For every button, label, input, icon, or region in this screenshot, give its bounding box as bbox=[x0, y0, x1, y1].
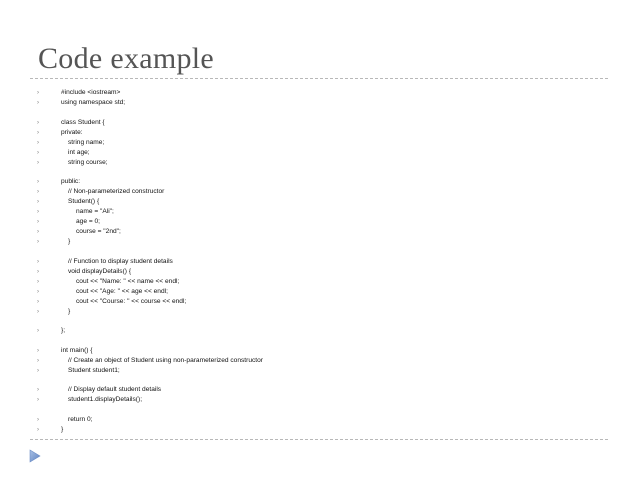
code-line-text: class Student { bbox=[61, 118, 105, 126]
code-line bbox=[0, 297, 600, 307]
code-line bbox=[0, 277, 600, 287]
bullet-icon: › bbox=[37, 239, 39, 245]
code-line bbox=[0, 395, 600, 405]
code-line-text: } bbox=[68, 238, 71, 245]
code-line-text: string course; bbox=[68, 158, 108, 166]
code-line bbox=[0, 307, 600, 317]
code-line bbox=[0, 425, 600, 435]
code-line-text: Student() { bbox=[68, 198, 100, 205]
bullet-icon: › bbox=[37, 149, 39, 156]
bullet-icon: › bbox=[37, 209, 39, 215]
bullet-icon: › bbox=[37, 219, 39, 225]
code-line-text: int age; bbox=[68, 148, 90, 156]
bullet-icon: › bbox=[37, 119, 39, 126]
code-line bbox=[0, 287, 600, 297]
code-line bbox=[0, 257, 600, 267]
code-line bbox=[0, 88, 600, 98]
bullet-icon: › bbox=[37, 426, 39, 433]
code-line bbox=[0, 326, 600, 336]
code-line bbox=[0, 217, 600, 227]
bullet-icon: › bbox=[37, 367, 39, 374]
code-line-text: return 0; bbox=[68, 415, 93, 423]
code-line-text: // Create an object of Student using non-parameterized constructor bbox=[68, 356, 263, 364]
bullet-icon: › bbox=[37, 199, 39, 205]
code-line bbox=[0, 118, 600, 128]
code-line bbox=[0, 237, 600, 247]
code-line-text: } bbox=[61, 425, 64, 433]
code-line bbox=[0, 148, 600, 158]
code-line-text: // Display default student details bbox=[68, 386, 162, 393]
bullet-icon: › bbox=[37, 347, 39, 354]
code-line bbox=[0, 415, 600, 425]
bullet-icon: › bbox=[37, 308, 39, 315]
bullet-icon: › bbox=[37, 328, 39, 334]
bullet-icon: › bbox=[37, 387, 39, 393]
code-line-text: }; bbox=[61, 327, 66, 334]
code-line-text: int main() { bbox=[61, 346, 93, 354]
code-line-text: student1.displayDetails(); bbox=[68, 396, 143, 403]
code-line bbox=[0, 197, 600, 207]
slide-title: Code example bbox=[38, 42, 215, 75]
bullet-icon: › bbox=[37, 258, 39, 265]
code-line bbox=[0, 158, 600, 168]
bullet-icon: › bbox=[37, 159, 39, 166]
code-line-text: name = "Ali"; bbox=[76, 208, 114, 215]
code-line bbox=[0, 346, 600, 356]
bullet-icon: › bbox=[37, 268, 39, 275]
code-line-text: #include <iostream> bbox=[61, 89, 121, 96]
footer-divider bbox=[30, 439, 608, 440]
bullet-icon: › bbox=[37, 288, 39, 295]
code-line-text: void displayDetails() { bbox=[68, 267, 132, 275]
code-line-text: Student student1; bbox=[68, 366, 120, 374]
code-line bbox=[0, 187, 600, 197]
bullet-icon: › bbox=[37, 278, 39, 285]
bullet-icon: › bbox=[37, 189, 39, 195]
code-line-text: cout << "Name: " << name << endl; bbox=[76, 277, 180, 285]
code-line bbox=[0, 227, 600, 237]
code-line bbox=[0, 207, 600, 217]
code-line bbox=[0, 366, 600, 376]
bullet-icon: › bbox=[37, 139, 39, 146]
play-arrow-icon[interactable] bbox=[29, 449, 41, 463]
bullet-icon: › bbox=[37, 179, 39, 185]
code-line-text: // Function to display student details bbox=[68, 257, 173, 265]
code-line-text: private: bbox=[61, 128, 83, 136]
bullet-icon: › bbox=[37, 416, 39, 423]
bullet-icon: › bbox=[37, 90, 39, 96]
bullet-icon: › bbox=[37, 229, 39, 235]
bullet-icon: › bbox=[37, 397, 39, 403]
code-line-text: cout << "Age: " << age << endl; bbox=[76, 287, 168, 295]
bullet-icon: › bbox=[37, 357, 39, 364]
code-line-text: using namespace std; bbox=[61, 99, 126, 106]
code-line bbox=[0, 98, 600, 108]
code-line-text: cout << "Course: " << course << endl; bbox=[76, 297, 187, 305]
bullet-icon: › bbox=[37, 129, 39, 136]
code-line-text: string name; bbox=[68, 138, 105, 146]
code-line bbox=[0, 138, 600, 148]
bullet-icon: › bbox=[37, 298, 39, 305]
code-line bbox=[0, 356, 600, 366]
code-line bbox=[0, 385, 600, 395]
code-line-text: // Non-parameterized constructor bbox=[68, 188, 165, 195]
code-line-text: age = 0; bbox=[76, 218, 101, 225]
code-line bbox=[0, 267, 600, 277]
bullet-icon: › bbox=[37, 100, 39, 106]
code-line bbox=[0, 128, 600, 138]
code-line-text: } bbox=[68, 307, 71, 315]
code-line bbox=[0, 177, 600, 187]
code-line-text: public: bbox=[61, 178, 81, 185]
code-line-text: course = "2nd"; bbox=[76, 228, 121, 235]
